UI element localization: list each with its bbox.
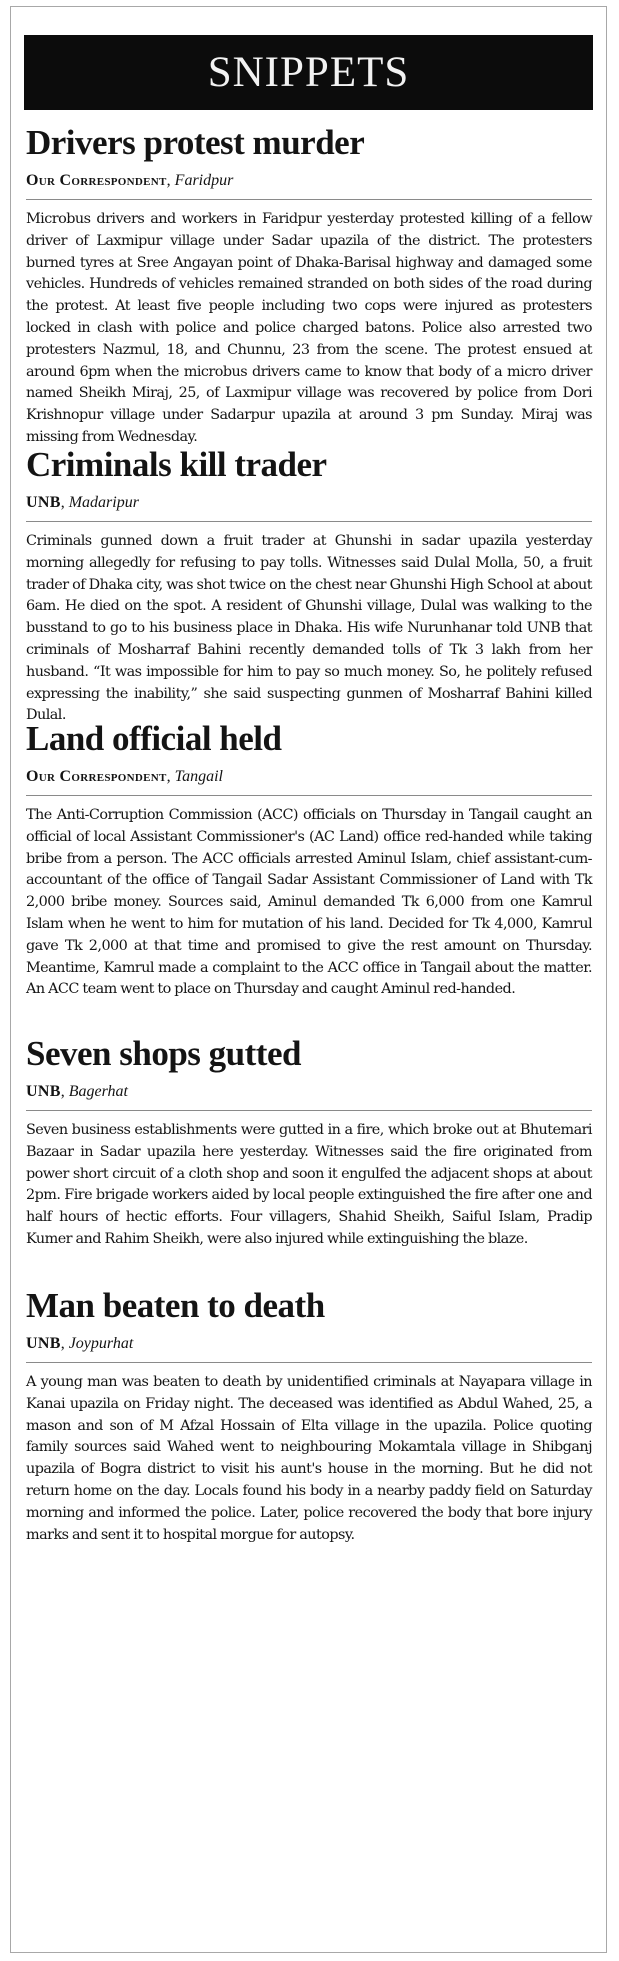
story-body: Criminals gunned down a fruit trader at Ghunshi in sadar upazila yesterday morning allegedly for refusing to pay tolls. Witnesses said Dulal Molla, 50, a fruit trader of Dhaka city, was shot twice on the chest near Ghunshi High School at about 6am. He died on the spot. A resident of Ghunshi village, Dulal was walking to the busstand to go to his business place in Dhaka. His wife Nurunhanar told UNB that criminals of Mosharraf Bahini recently demanded tolls of Tk 3 lakh from her husband. “It was impossible for him to pay so much money. So, he politely refused expressing the inability,” she said suspecting gunmen of Mosharraf Bahini killed Dulal. <box>26 533 592 724</box>
story-body: Microbus drivers and workers in Faridpur yesterday protested killing of a fellow driver of Laxmipur village under Sadar upazila of the district. The protesters burned tyres at Sree Angayan point of Dhaka-Barisal highway and damaged some vehicles. Hundreds of vehicles remained stranded on both sides of the road during the protest. At least five people including two cops were injured as protesters locked in clash with police and police charged batons. Police also arrested two protesters Nazmul, 18, and Chunnu, 23 from the scene. The protest ensued at around 6pm when the microbus drivers came to know that body of a micro driver named Sheikh Miraj, 25, of Laxmipur village was recovered by police from Dori Krishnopur village under Sadarpur upazila at around 3 pm Sunday. Miraj was missing from Wednesday. <box>26 211 592 445</box>
story-source: Our Correspondent <box>26 172 167 189</box>
story-source: Our Correspondent <box>26 768 167 785</box>
story-body: The Anti-Corruption Commission (ACC) officials on Thursday in Tangail caught an official of local Assistant Commissioner's (AC Land) office red-handed while taking bribe from a person. The ACC officials arrested Aminul Islam, chief assistant-cum-accountant of the office of Tangail Sadar Assistant Commissioner of Land with Tk 2,000 bribe money. Sources said, Aminul demanded Tk 6,000 from one Kamrul Islam when he went to him for mutation of his land. Decided for Tk 4,000, Kamrul gave Tk 2,000 at that time and promised to give the rest amount on Thursday. Meantime, Kamrul made a complaint to the ACC office in Tangail about the matter. An ACC team went to place on Thursday and caught Aminul red-handed. <box>26 807 592 998</box>
byline-divider <box>26 1110 592 1111</box>
story-source: UNB <box>26 1083 61 1100</box>
story-headline: Land official held <box>26 719 282 758</box>
story-byline: UNB, Joypurhat <box>26 1335 134 1352</box>
story-byline: UNB, Bagerhat <box>26 1083 128 1100</box>
story-place: Joypurhat <box>68 1335 134 1352</box>
story-headline: Man beaten to death <box>26 1286 325 1325</box>
story-headline: Criminals kill trader <box>26 445 327 484</box>
story-place: Tangail <box>174 768 223 785</box>
byline-divider <box>26 521 592 522</box>
story-byline: Our Correspondent, Tangail <box>26 768 223 785</box>
story-headline: Seven shops gutted <box>26 1034 301 1073</box>
byline-divider <box>26 795 592 796</box>
section-banner <box>24 35 593 110</box>
story-byline: Our Correspondent, Faridpur <box>26 172 234 189</box>
story-place: Bagerhat <box>68 1083 128 1100</box>
byline-divider <box>26 1362 592 1363</box>
byline-divider <box>26 199 592 200</box>
story-source: UNB <box>26 494 61 511</box>
story-place: Madaripur <box>68 494 139 511</box>
story-source: UNB <box>26 1335 61 1352</box>
story-headline: Drivers protest murder <box>26 123 365 162</box>
snippets-column <box>10 6 607 1953</box>
section-title: SNIPPETS <box>207 49 410 96</box>
story-byline: UNB, Madaripur <box>26 494 139 511</box>
story-body: A young man was beaten to death by unidentified criminals at Nayapara village in Kanai upazila on Friday night. The deceased was identified as Abdul Wahed, 25, a mason and son of M Afzal Hossain of Elta village in the upazila. Police quoting family sources said Wahed went to neighbouring Mokamtala village in Shibganj upazila of Bogra district to visit his aunt's house in the morning. But he did not return home on the day. Locals found his body in a nearby paddy field on Saturday morning and informed the police. Later, police recovered the body that bore injury marks and sent it to hospital morgue for autopsy. <box>26 1374 592 1543</box>
story-place: Faridpur <box>174 172 234 189</box>
story-body: Seven business establishments were gutted in a fire, which broke out at Bhutemari Bazaar in Sadar upazila here yesterday. Witnesses said the fire originated from power short circuit of a cloth shop and soon it engulfed the adjacent shops at about 2pm. Fire brigade workers aided by local people extinguished the fire after one and half hours of hectic efforts. Four villagers, Shahid Sheikh, Saiful Islam, Pradip Kumer and Rahim Sheikh, were also injured while extinguishing the blaze. <box>26 1122 592 1247</box>
